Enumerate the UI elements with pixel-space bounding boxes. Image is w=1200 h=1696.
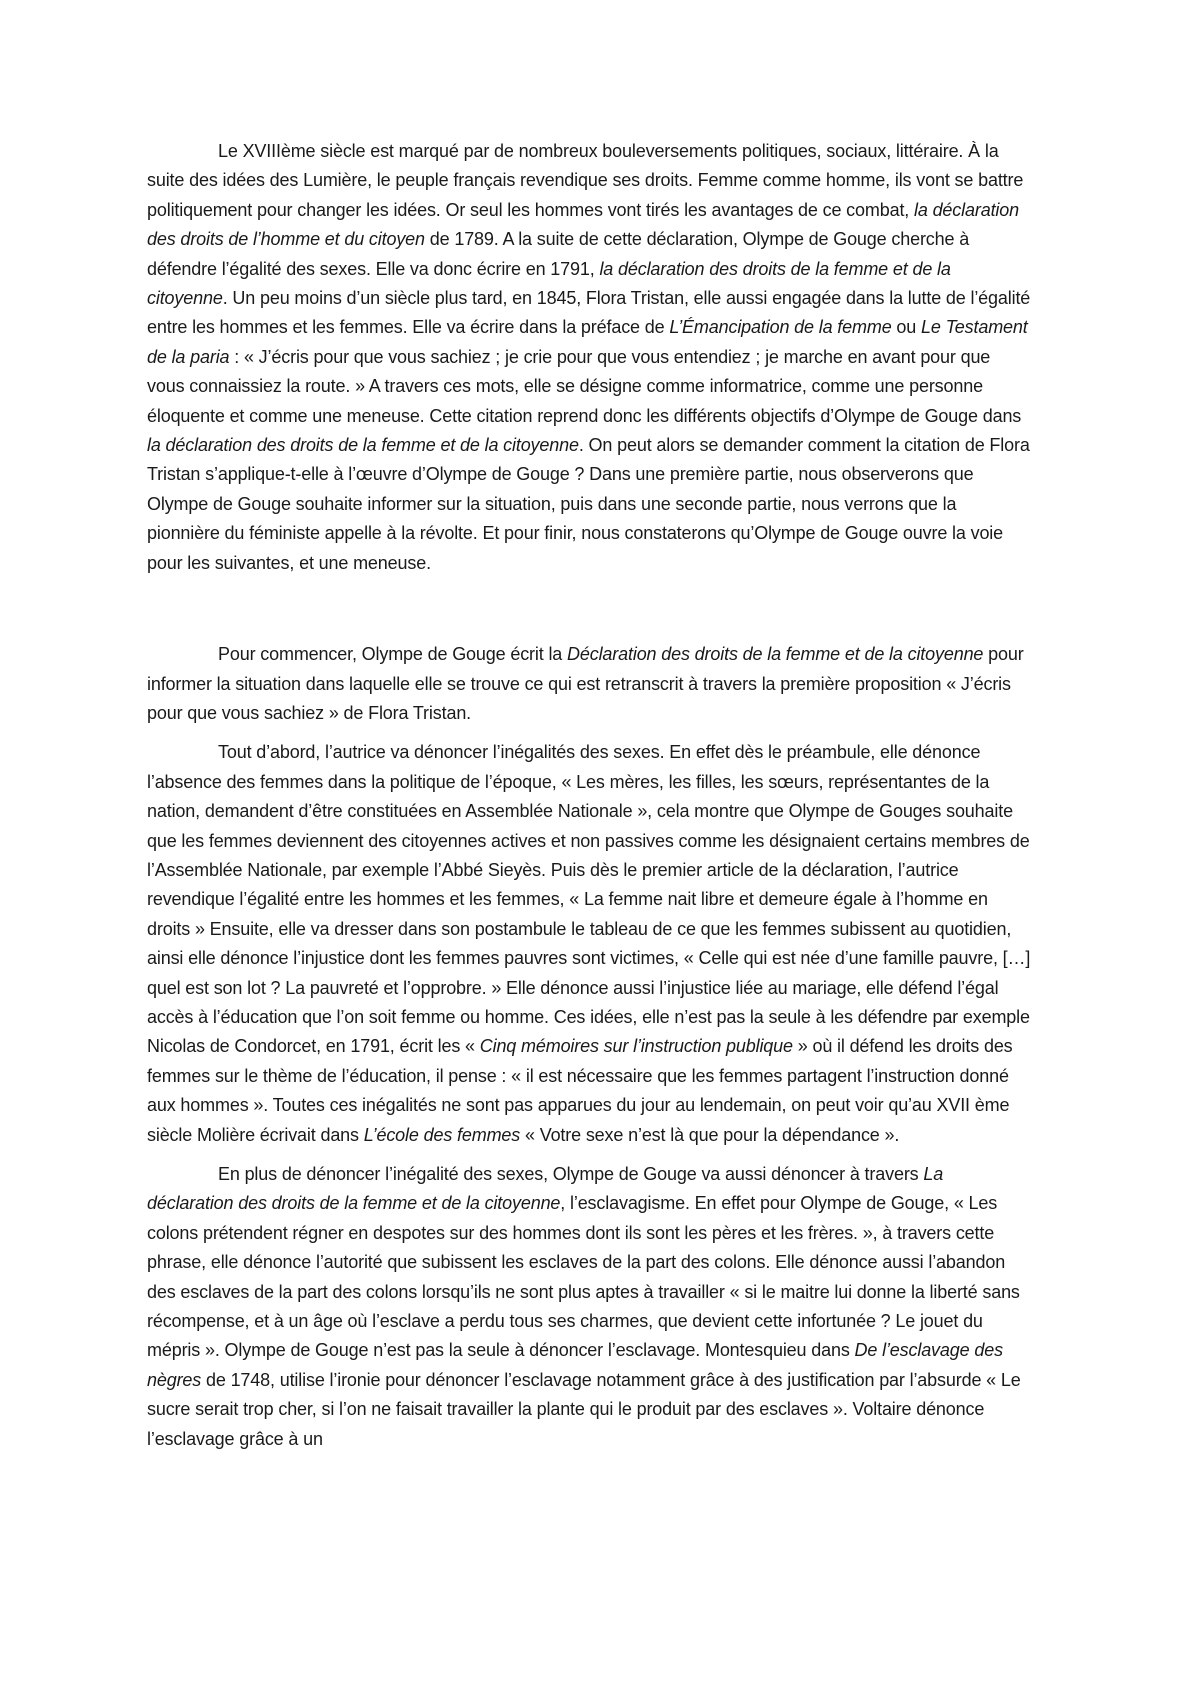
italic-title-run: la déclaration des droits de l’homme et du citoyen — [147, 199, 1019, 250]
text-run: . On peut alors se demander comment la citation de Flora Tristan s’applique-t-elle à l’œuvre d’Olympe de Gouge ? Dans une première partie, nous observerons que Olympe de Gouge souhaite informer sur la situation, puis dans une seconde partie, nous verrons que la pionnière du féministe appelle à la révolte. Et pour finir, nous constaterons qu’Olympe de Gouge ouvre la voie pour les suivantes, et une meneuse. — [147, 435, 1030, 573]
italic-title-run: De l’esclavage des nègres — [147, 1340, 1003, 1390]
text-run: de 1748, utilise l’ironie pour dénoncer l’esclavage notamment grâce à des justification par l’absurde « Le sucre serait trop cher, si l’on ne faisait travailler la plante qui le produit par des esclaves ». Voltaire dénonce l’esclavage grâce à un — [147, 1369, 1021, 1449]
paragraph-inequality — [147, 738, 1032, 1150]
italic-title-run: Cinq mémoires sur l’instruction publique — [479, 1036, 793, 1057]
text-run: ou — [891, 317, 922, 338]
italic-title-run: la déclaration des droits de la femme et de la citoyenne — [147, 258, 951, 309]
text-run: En plus de dénoncer l’inégalité des sexes, Olympe de Gouge va aussi dénoncer à travers — [218, 1164, 924, 1184]
italic-title-run: la déclaration des droits de la femme et de la citoyenne — [147, 435, 579, 456]
text-run: Pour commencer, Olympe de Gouge écrit la — [218, 644, 568, 665]
paragraph-introduction — [147, 137, 1032, 578]
text-run: Tout d’abord, l’autrice va dénoncer l’inégalités des sexes. En effet dès le préambule, elle dénonce l’absence des femmes dans la politique de l’époque, « Les mères, les filles, les sœurs, représentantes de la nation, demandent d’être constituées en Assemblée Nationale », cela montre que Olympe de Gouges souhaite que les femmes deviennent des citoyennes actives et non passives comme les désignaient certains membres de l’Assemblée Nationale, par exemple l’Abbé Sieyès. Puis dès le premier article de la déclaration, l’autrice revendique l’égalité entre les hommes et les femmes, « La femme nait libre et demeure égale à l’homme en droits » Ensuite, elle va dresser dans son postambule le tableau de ce que les femmes subissent au quotidien, ainsi elle dénonce l’injustice dont les femmes pauvres sont victimes, « Celle qui est née d’une famille pauvre, […] quel est son lot ? La pauvreté et l’opprobre. » Elle dénonce aussi l’injustice liée au mariage, elle défend l’égal accès à l’éducation que l’on soit femme ou homme. Ces idées, elle n’est pas la seule à les défendre par exemple Nicolas de Condorcet, en 1791, écrit les « — [147, 742, 1031, 1057]
text-run: pour informer la situation dans laquelle elle se trouve ce qui est retranscrit à travers la première proposition « J’écris pour que vous sachiez » de Flora Tristan. — [147, 644, 1024, 723]
text-run: » où il défend les droits des femmes sur le thème de l’éducation, il pense : « il est nécessaire que les femmes partagent l’instruction donné aux hommes ». Toutes ces inégalités ne sont pas apparues du jour au lendemain, on peut voir qu’au XVII ème siècle Molière écrivait dans — [147, 1036, 1013, 1145]
italic-title-run: Le Testament de la paria — [147, 317, 1028, 367]
paragraph-spacer — [147, 1150, 1032, 1160]
paragraph-part-one-intro — [147, 640, 1032, 728]
italic-title-run: L’Émancipation de la femme — [669, 317, 892, 338]
section-spacer — [147, 578, 1032, 640]
text-run: , l’esclavagisme. En effet pour Olympe de Gouge, « Les colons prétendent régner en despotes sur des hommes dont ils sont les pères et les frères. », à travers cette phrase, elle dénonce l’autorité que subissent les esclaves de la part des colons. Elle dénonce aussi l’abandon des esclaves de la part des colons lorsqu’ils ne sont plus aptes à travailler « si le maitre lui donne la liberté sans récompense, et à un âge où l’esclave a perdu tous ses charmes, que devient cette infortunée ? Le jouet du mépris ». Olympe de Gouge n’est pas la seule à dénoncer l’esclavage. Montesquieu dans — [147, 1193, 1020, 1361]
text-run: Le XVIIIème siècle est marqué par de nombreux bouleversements politiques, sociaux, littéraire. À la suite des idées des Lumière, le peuple français revendique ses droits. Femme comme homme, ils vont se battre politiquement pour changer les idées. Or seul les hommes vont tirés les avantages de ce combat, — [147, 141, 1024, 220]
paragraph-slavery — [147, 1160, 1032, 1454]
text-run: de 1789. A la suite de cette déclaration, Olympe de Gouge cherche à défendre l’égalité des sexes. Elle va donc écrire en 1791, — [147, 229, 970, 279]
italic-title-run: L’école des femmes — [363, 1124, 521, 1145]
text-run: . Un peu moins d’un siècle plus tard, en 1845, Flora Tristan, elle aussi engagée dans la lutte de l’égalité entre les hommes et les femmes. Elle va écrire dans la préface de — [147, 288, 1031, 338]
paragraph-spacer — [147, 728, 1032, 738]
italic-title-run: La déclaration des droits de la femme et de la citoyenne — [147, 1164, 944, 1214]
text-run: : « J’écris pour que vous sachiez ; je crie pour que vous entendiez ; je marche en avant pour que vous connaissiez la route. » A travers ces mots, elle se désigne comme informatrice, comme une personne éloquente et comme une meneuse. Cette citation reprend donc les différents objectifs d’Olympe de Gouge dans — [147, 346, 1022, 426]
italic-title-run: Déclaration des droits de la femme et de la citoyenne — [567, 644, 984, 665]
text-run: « Votre sexe n’est là que pour la dépendance ». — [520, 1124, 900, 1145]
